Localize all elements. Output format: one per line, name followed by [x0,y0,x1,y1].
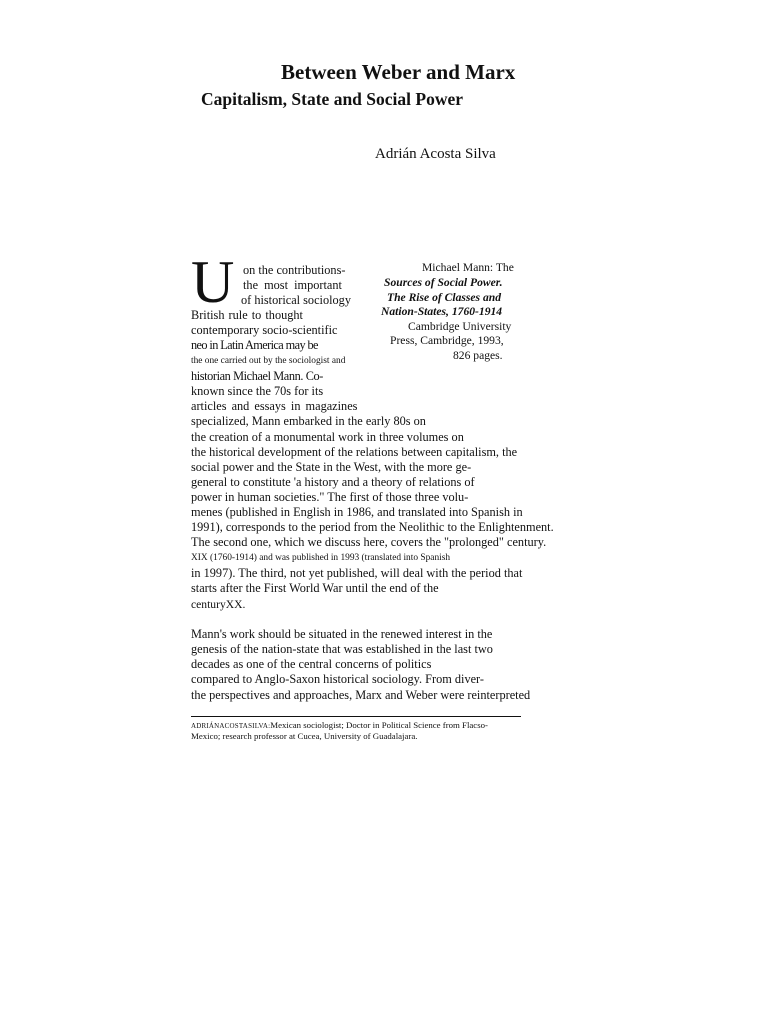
body-line: centuryXX. [191,598,246,611]
body-line: starts after the First World War until the end of the [191,581,439,595]
footnote-text: Mexican sociologist; Doctor in Political Science from Flacso- [270,720,488,730]
body-line: historian Michael Mann. Co- [191,369,323,383]
article-title: Between Weber and Marx [281,60,516,84]
body-line: the historical development of the relations between capitalism, the [191,445,518,459]
caption-book-title: The Rise of Classes and [387,291,502,304]
article-subtitle: Capitalism, State and Social Power [201,89,464,109]
footnote-rule [191,716,521,717]
body-line: specialized, Mann embarked in the early 80s on [191,414,426,428]
body-line: general to constitute 'a history and a theory of relations of [191,475,475,489]
caption-line: 826 pages. [453,349,503,362]
article-author: Adrián Acosta Silva [375,146,496,162]
body-line: the most important [243,278,342,292]
caption-line: Press, Cambridge, 1993, [390,334,504,347]
body-line: menes (published in English in 1986, and translated into Spanish in [191,505,523,519]
body-line: on the contributions- [243,263,346,277]
body-line: Mann's work should be situated in the renewed interest in the [191,627,493,641]
body-line: power in human societies." The first of those three volu- [191,490,469,504]
footnote-author: ADRIÁNACOSTASILVA: [191,722,271,730]
body-line: in 1997). The third, not yet published, will deal with the period that [191,566,523,580]
body-line: neo in Latin America may be [191,338,318,352]
body-line: the creation of a monumental work in three volumes on [191,430,464,444]
footnote-line: Mexico; research professor at Cucea, University of Guadalajara. [191,731,418,741]
caption-book-title: Sources of Social Power. [384,276,503,289]
body-line: articles and essays in magazines [191,399,358,413]
body-line: 1991), corresponds to the period from the Neolithic to the Enlightenment. [191,520,554,534]
caption-line: Michael Mann: The [422,261,514,274]
body-line: The second one, which we discuss here, covers the "prolonged" century. [191,535,547,549]
body-line: known since the 70s for its [191,384,324,398]
caption-line: Cambridge University [408,320,512,333]
body-line: of historical sociology [241,293,351,307]
body-line: the one carried out by the sociologist and [191,356,346,366]
body-line: genesis of the nation-state that was established in the last two [191,642,493,656]
body-line: social power and the State in the West, with the more ge- [191,460,472,474]
body-line: British rule to thought [191,308,303,322]
caption-book-title: Nation-States, 1760-1914 [381,305,503,318]
body-line: XIX (1760-1914) and was published in 1993 (translated into Spanish [191,553,451,563]
body-line: decades as one of the central concerns of politics [191,657,432,671]
body-line: the perspectives and approaches, Marx and Weber were reinterpreted [191,688,531,702]
body-line: contemporary socio-scientific [191,323,338,337]
body-line: compared to Anglo-Saxon historical sociology. From diver- [191,672,485,686]
drop-cap: U [191,249,235,315]
